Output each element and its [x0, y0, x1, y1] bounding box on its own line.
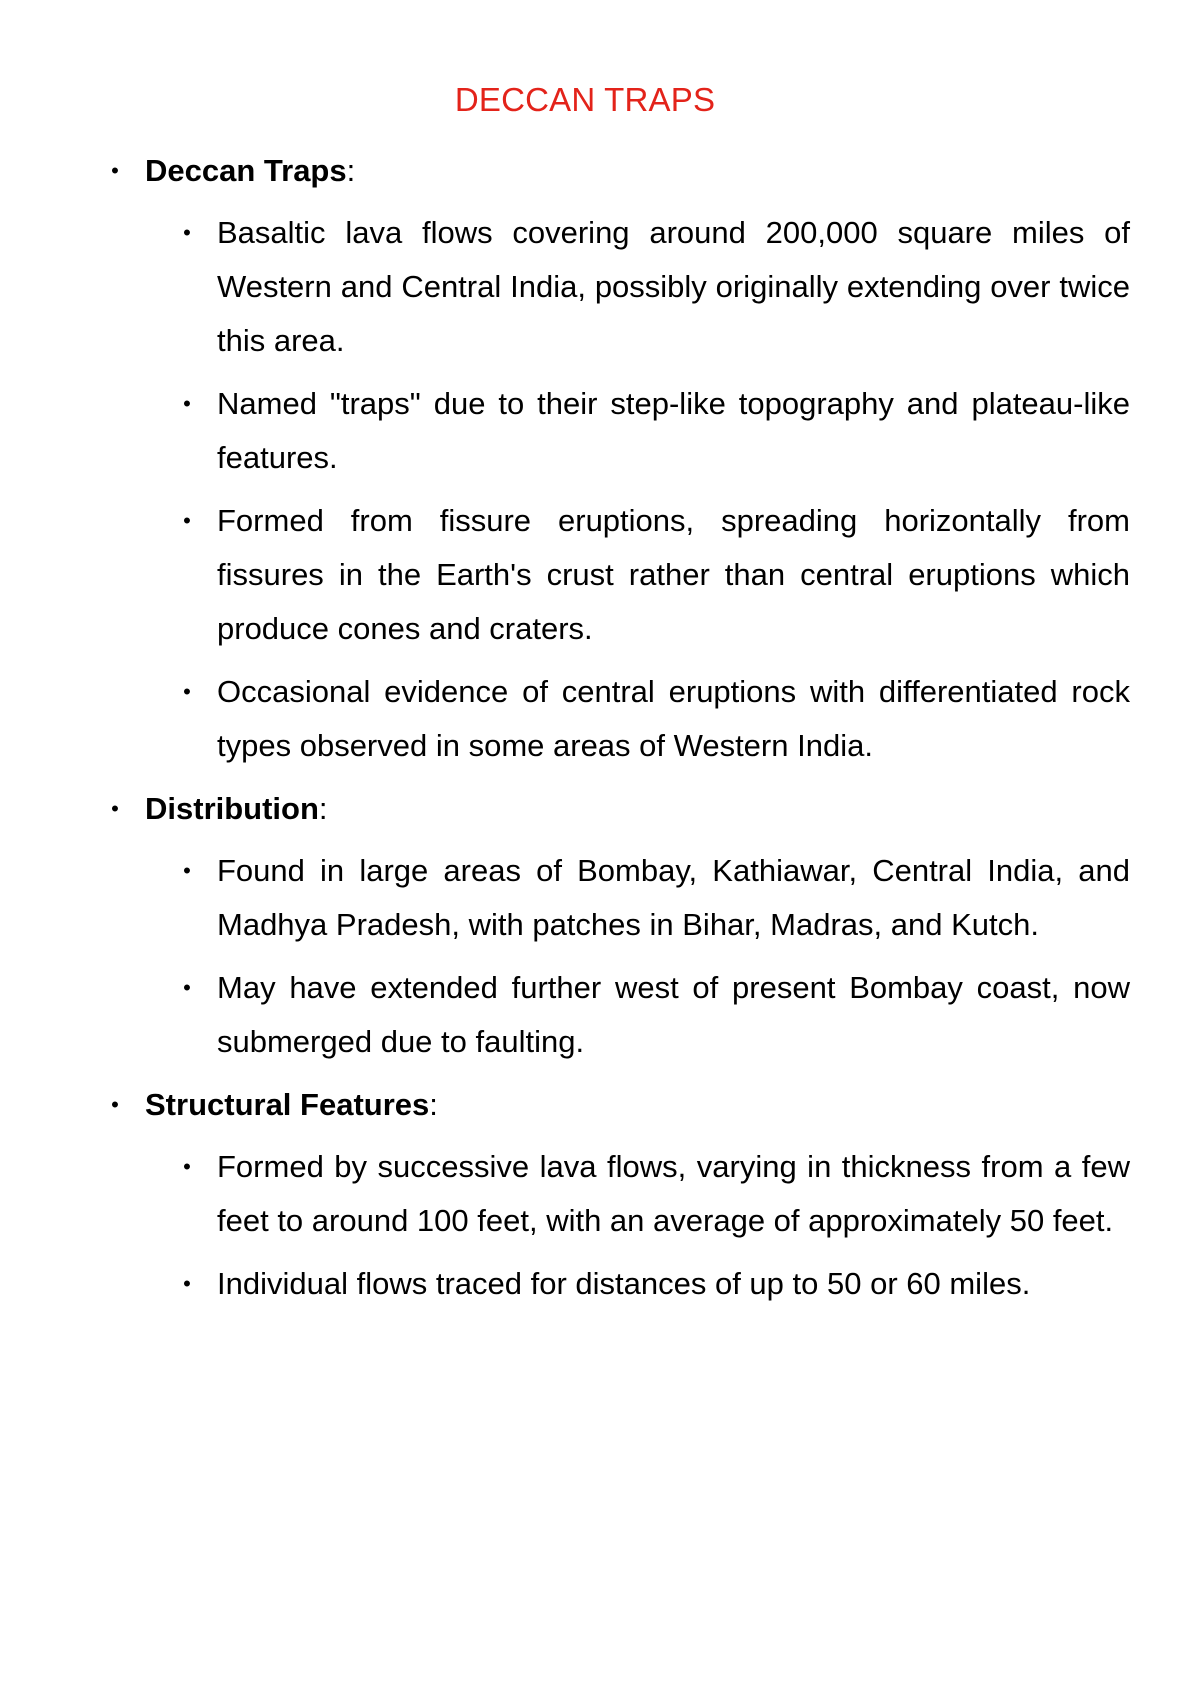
- bullet-icon: •: [183, 1271, 191, 1296]
- list-item: [180, 377, 1130, 485]
- sub-bullet-list: [180, 844, 1130, 1069]
- list-item-text: Named "traps" due to their step-like topography and plateau-like features.: [217, 386, 1130, 475]
- section-heading-colon: :: [346, 153, 356, 188]
- bullet-icon: •: [183, 1154, 191, 1179]
- list-item-text: Formed from fissure eruptions, spreading horizontally from fissures in the Earth's crust rather than central eruptions which produce cones and craters.: [217, 503, 1130, 646]
- section-heading-text: Structural Features: [145, 1087, 430, 1122]
- list-item: [180, 844, 1130, 952]
- bullet-icon: •: [183, 858, 191, 883]
- list-item: [180, 494, 1130, 656]
- sub-bullet-list: [180, 206, 1130, 773]
- section-heading: [108, 782, 1130, 836]
- list-item-text: Found in large areas of Bombay, Kathiawar, Central India, and Madhya Pradesh, with patches in Bihar, Madras, and Kutch.: [217, 853, 1130, 942]
- bullet-icon: •: [183, 220, 191, 245]
- list-item-text: Individual flows traced for distances of up to 50 or 60 miles.: [217, 1266, 1031, 1301]
- list-item: [180, 1257, 1130, 1311]
- list-item: [180, 961, 1130, 1069]
- bullet-icon: •: [111, 796, 119, 821]
- bullet-icon: •: [111, 1092, 119, 1117]
- section: [108, 1078, 1130, 1311]
- page-title: DECCAN TRAPS: [454, 81, 716, 118]
- section: [108, 144, 1130, 773]
- section-heading-text: Distribution: [145, 791, 319, 826]
- document-body: [108, 144, 1130, 1320]
- section-heading-colon: :: [429, 1087, 438, 1122]
- list-item-text: May have extended further west of present Bombay coast, now submerged due to faulting.: [217, 970, 1130, 1059]
- section: [108, 782, 1130, 1069]
- bullet-icon: •: [183, 679, 191, 704]
- section-heading: [108, 144, 1130, 198]
- bullet-icon: •: [183, 391, 191, 416]
- bullet-icon: •: [183, 508, 191, 533]
- list-item-text: Occasional evidence of central eruptions with differentiated rock types observed in some areas of Western India.: [217, 674, 1130, 763]
- section-heading-colon: :: [318, 791, 328, 826]
- section-heading-text: Deccan Traps: [145, 153, 347, 188]
- bullet-icon: •: [183, 975, 191, 1000]
- list-item: [180, 206, 1130, 368]
- list-item-text: Basaltic lava flows covering around 200,000 square miles of Western and Central India, possibly originally extending over twice this area.: [217, 215, 1130, 358]
- list-item: [180, 665, 1130, 773]
- bullet-icon: •: [111, 158, 119, 183]
- list-item: [180, 1140, 1130, 1248]
- list-item-text: Formed by successive lava flows, varying in thickness from a few feet to around 100 feet, with an average of approximately 50 feet.: [217, 1149, 1130, 1238]
- sub-bullet-list: [180, 1140, 1130, 1311]
- section-heading: [108, 1078, 1130, 1132]
